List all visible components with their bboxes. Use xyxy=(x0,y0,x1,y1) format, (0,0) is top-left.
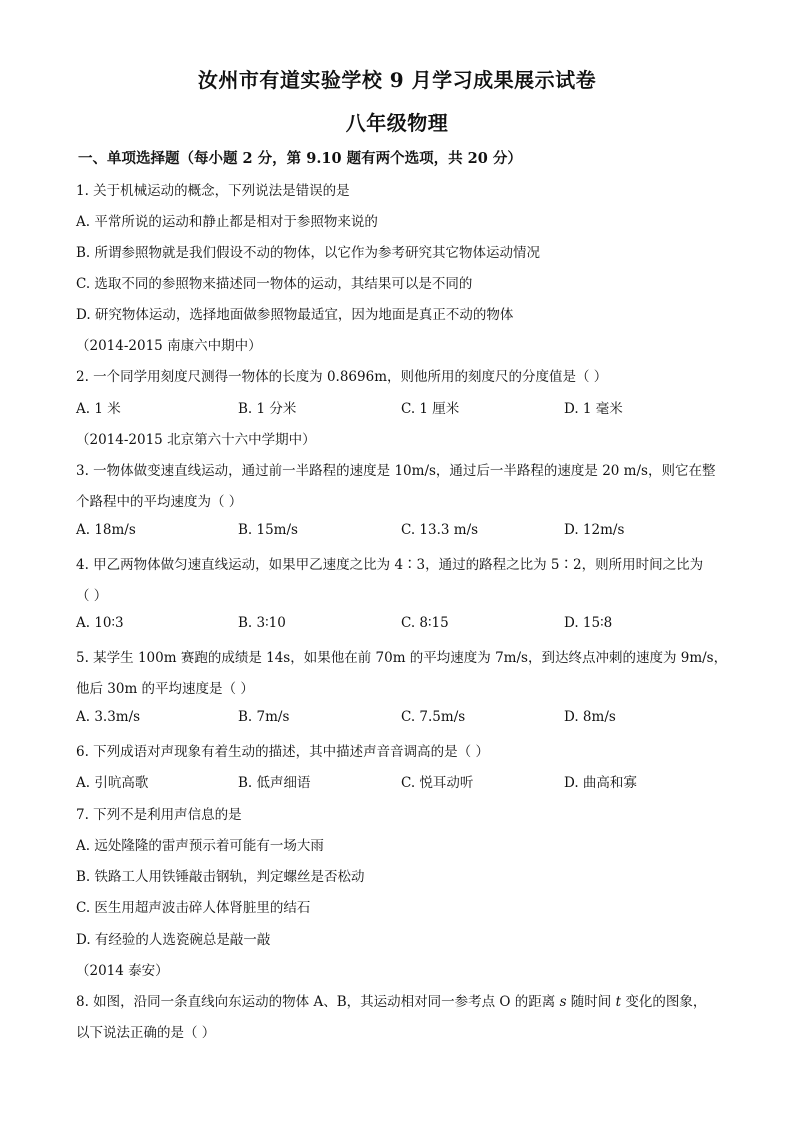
q4-stem-line2: （ ） xyxy=(76,588,108,604)
q1-source: （2014-2015 南康六中期中） xyxy=(76,338,262,354)
exam-title: 汝州市有道实验学校 9 月学习成果展示试卷 xyxy=(197,68,597,92)
q2-option-d: D. 1 毫米 xyxy=(564,401,623,417)
q8-stem-line2: 以下说法正确的是（ ） xyxy=(76,1025,216,1041)
q7-stem: 7. 下列不是利用声信息的是 xyxy=(76,807,242,823)
q3-stem-line2: 个路程中的平均速度为（ ） xyxy=(76,494,243,510)
exam-subtitle: 八年级物理 xyxy=(345,111,449,135)
q6-option-d: D. 曲高和寡 xyxy=(564,775,637,791)
q7-source: （2014 泰安） xyxy=(76,963,169,979)
q4-stem-line1: 4. 甲乙两物体做匀速直线运动，如果甲乙速度之比为 4∶3，通过的路程之比为 5∶2，则所用时间之比为 xyxy=(76,557,704,573)
q3-stem-line1: 3. 一物体做变速直线运动，通过前一半路程的速度是 10m/s，通过后一半路程的速度是 20 m/s，则它在整 xyxy=(76,463,716,479)
q7-option-a: A. 远处隆隆的雷声预示着可能有一场大雨 xyxy=(76,838,324,854)
q4-option-b: B. 3∶10 xyxy=(238,615,286,631)
q8-stem-part-b: 随时间 xyxy=(566,994,616,1010)
q2-option-a: A. 1 米 xyxy=(76,401,121,417)
q5-option-c: C. 7.5m/s xyxy=(401,709,466,725)
q1-option-a: A. 平常所说的运动和静止都是相对于参照物来说的 xyxy=(76,214,378,230)
q7-option-b: B. 铁路工人用铁锤敲击钢轨，判定螺丝是否松动 xyxy=(76,869,365,885)
q2-option-c: C. 1 厘米 xyxy=(401,401,460,417)
q2-stem: 2. 一个同学用刻度尺测得一物体的长度为 0.8696m，则他所用的刻度尺的分度值是（ ） xyxy=(76,369,608,385)
section-heading: 一、单项选择题（每小题 2 分，第 9.10 题有两个选项，共 20 分） xyxy=(78,150,522,167)
q3-option-c: C. 13.3 m/s xyxy=(401,522,479,538)
q2-source: （2014-2015 北京第六十六中学期中） xyxy=(76,432,316,448)
q8-var-s: s xyxy=(559,994,567,1010)
q8-stem-part-a: 8. 如图，沿同一条直线向东运动的物体 A、B，其运动相对同一参考点 O 的距离 xyxy=(76,994,560,1010)
q2-option-b: B. 1 分米 xyxy=(238,401,297,417)
q8-var-t: t xyxy=(615,994,622,1010)
q6-option-a: A. 引吭高歌 xyxy=(76,775,149,791)
q3-option-d: D. 12m/s xyxy=(564,522,625,538)
q1-stem: 1. 关于机械运动的概念，下列说法是错误的是 xyxy=(76,183,350,199)
q5-option-d: D. 8m/s xyxy=(564,709,616,725)
q5-option-a: A. 3.3m/s xyxy=(76,709,141,725)
q5-stem-line2: 他后 30m 的平均速度是（ ） xyxy=(76,681,254,697)
q6-option-b: B. 低声细语 xyxy=(238,775,311,791)
q3-option-a: A. 18m/s xyxy=(76,522,136,538)
q6-stem: 6. 下列成语对声现象有着生动的描述，其中描述声音音调高的是（ ） xyxy=(76,744,489,760)
q1-option-c: C. 选取不同的参照物来描述同一物体的运动，其结果可以是不同的 xyxy=(76,276,473,292)
q4-option-d: D. 15∶8 xyxy=(564,615,613,631)
q1-option-d: D. 研究物体运动，选择地面做参照物最适宜，因为地面是真正不动的物体 xyxy=(76,307,514,323)
q4-option-a: A. 10∶3 xyxy=(76,615,124,631)
q3-option-b: B. 15m/s xyxy=(238,522,298,538)
q1-option-b: B. 所谓参照物就是我们假设不动的物体，以它作为参考研究其它物体运动情况 xyxy=(76,245,541,261)
q7-option-d: D. 有经验的人选瓷碗总是敲一敲 xyxy=(76,932,271,948)
q8-stem-line1 xyxy=(76,990,706,1010)
q4-option-c: C. 8∶15 xyxy=(401,615,449,631)
q5-option-b: B. 7m/s xyxy=(238,709,290,725)
q7-option-c: C. 医生用超声波击碎人体肾脏里的结石 xyxy=(76,900,311,916)
q6-option-c: C. 悦耳动听 xyxy=(401,775,474,791)
q8-stem-part-c: 变化的图象， xyxy=(621,994,707,1010)
q5-stem-line1: 5. 某学生 100m 赛跑的成绩是 14s，如果他在前 70m 的平均速度为 7m/s，到达终点冲刺的速度为 9m/s， xyxy=(76,650,728,666)
